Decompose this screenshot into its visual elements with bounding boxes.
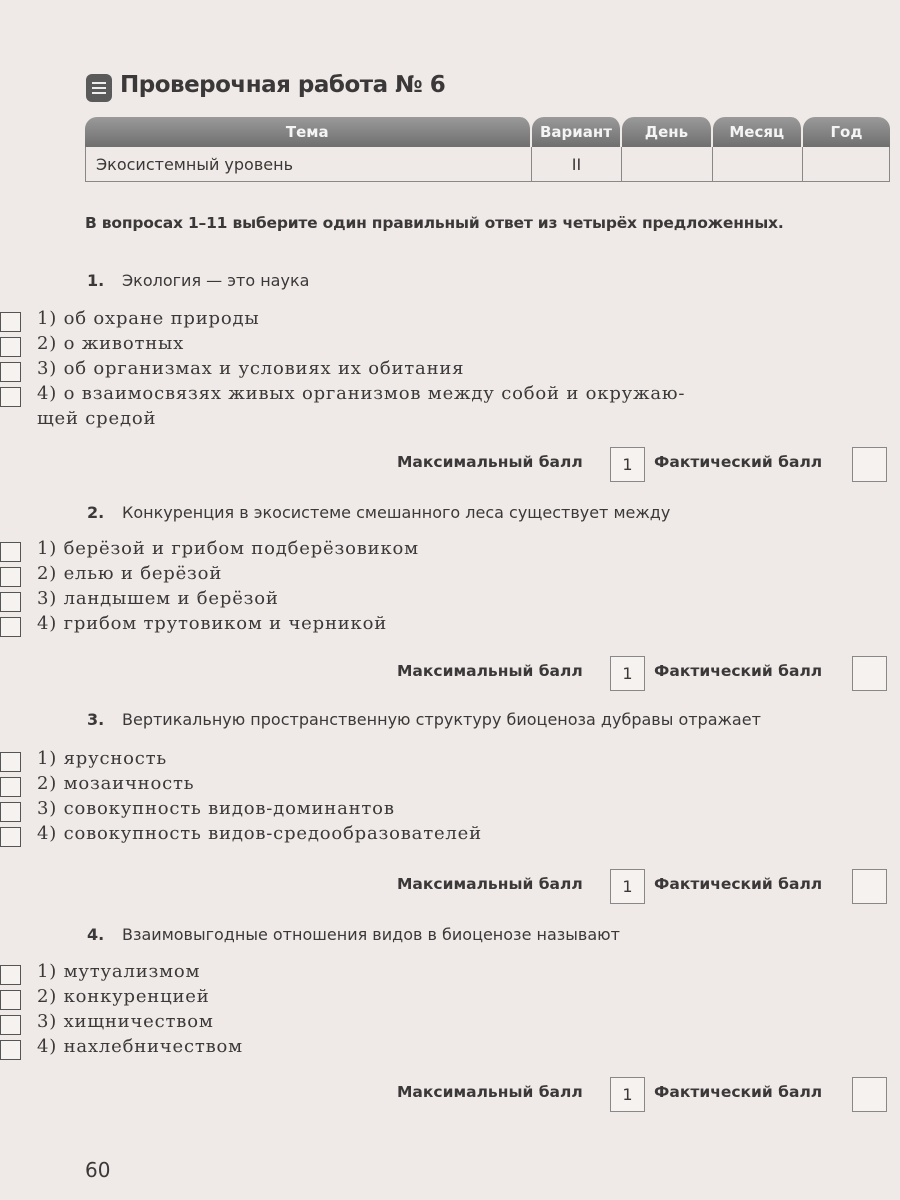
list-icon <box>86 74 112 102</box>
max-score-label: Максимальный балл <box>397 1083 583 1101</box>
max-score-label: Максимальный балл <box>397 662 583 680</box>
topic-cell: Экосистемный уровень <box>85 147 532 182</box>
answer-option[interactable] <box>0 798 815 823</box>
answer-checkbox[interactable] <box>0 362 21 382</box>
header-month: Месяц <box>713 117 803 147</box>
answer-option[interactable] <box>0 773 815 798</box>
answer-option[interactable] <box>0 308 815 333</box>
option-text: 2) о животных <box>37 333 185 354</box>
answer-checkbox[interactable] <box>0 567 21 587</box>
option-text: 3) об организмах и условиях их обитания <box>37 358 465 379</box>
question-text: Конкуренция в экосистеме смешанного леса существует между <box>122 503 671 522</box>
day-cell[interactable] <box>622 147 712 182</box>
actual-score-label: Фактический балл <box>654 662 823 680</box>
max-score-label: Максимальный балл <box>397 453 583 471</box>
answer-checkbox[interactable] <box>0 965 21 985</box>
answer-checkbox[interactable] <box>0 542 21 562</box>
answer-option[interactable] <box>0 613 815 638</box>
info-table <box>85 117 890 182</box>
answer-option[interactable] <box>0 961 815 986</box>
answer-option[interactable] <box>0 823 815 848</box>
header-topic: Тема <box>85 117 532 147</box>
page-title: Проверочная работа № 6 <box>120 72 446 98</box>
answer-checkbox[interactable] <box>0 387 21 407</box>
score-row <box>397 447 900 481</box>
answer-checkbox[interactable] <box>0 592 21 612</box>
question-text: Взаимовыгодные отношения видов в биоценозе называют <box>122 925 620 944</box>
variant-cell: II <box>532 147 623 182</box>
header-day: День <box>622 117 712 147</box>
actual-score-box[interactable] <box>852 869 887 904</box>
score-row <box>397 869 900 903</box>
header-variant: Вариант <box>532 117 623 147</box>
answer-option[interactable] <box>0 1036 815 1061</box>
answer-checkbox[interactable] <box>0 337 21 357</box>
option-text: 3) хищничеством <box>37 1011 214 1032</box>
year-cell[interactable] <box>803 147 890 182</box>
option-text: 1) берёзой и грибом подберёзовиком <box>37 538 419 559</box>
option-continuation <box>0 408 815 433</box>
answer-checkbox[interactable] <box>0 802 21 822</box>
option-text: 2) конкуренцией <box>37 986 210 1007</box>
question-text: Вертикальную пространственную структуру биоценоза дубравы отражает <box>122 710 761 729</box>
answer-checkbox[interactable] <box>0 1040 21 1060</box>
header-year: Год <box>803 117 890 147</box>
instruction: В вопросах 1–11 выберите один правильный ответ из четырёх предложенных. <box>85 214 784 232</box>
option-text: 4) о взаимосвязях живых организмов между собой и окружаю- <box>37 383 686 404</box>
answer-checkbox[interactable] <box>0 617 21 637</box>
answer-option[interactable] <box>0 1011 815 1036</box>
answer-option[interactable] <box>0 538 815 563</box>
answer-checkbox[interactable] <box>0 990 21 1010</box>
answer-checkbox[interactable] <box>0 312 21 332</box>
answer-checkbox[interactable] <box>0 827 21 847</box>
score-row <box>397 1077 900 1111</box>
option-text-continued: щей средой <box>37 408 157 429</box>
answer-checkbox[interactable] <box>0 1015 21 1035</box>
actual-score-label: Фактический балл <box>654 875 823 893</box>
option-text: 4) нахлебничеством <box>37 1036 243 1057</box>
option-text: 1) ярусность <box>37 748 168 769</box>
max-score-box: 1 <box>610 656 645 691</box>
option-text: 1) об охране природы <box>37 308 260 329</box>
month-cell[interactable] <box>713 147 803 182</box>
option-text: 3) совокупность видов-доминантов <box>37 798 395 819</box>
answer-option[interactable] <box>0 358 815 383</box>
answer-checkbox[interactable] <box>0 752 21 772</box>
max-score-box: 1 <box>610 447 645 482</box>
option-text: 1) мутуализмом <box>37 961 201 982</box>
max-score-label: Максимальный балл <box>397 875 583 893</box>
actual-score-box[interactable] <box>852 447 887 482</box>
actual-score-box[interactable] <box>852 1077 887 1112</box>
answer-option[interactable] <box>0 333 815 358</box>
page-number: 60 <box>85 1158 111 1182</box>
answer-option[interactable] <box>0 383 815 408</box>
option-text: 2) мозаичность <box>37 773 195 794</box>
question-text: Экология — это наука <box>122 271 310 290</box>
question-number: 1. <box>87 271 105 290</box>
answer-option[interactable] <box>0 986 815 1011</box>
answer-checkbox[interactable] <box>0 777 21 797</box>
score-row <box>397 656 900 690</box>
option-text: 4) совокупность видов-средообразователей <box>37 823 482 844</box>
actual-score-label: Фактический балл <box>654 453 823 471</box>
actual-score-label: Фактический балл <box>654 1083 823 1101</box>
option-text: 3) ландышем и берёзой <box>37 588 279 609</box>
question-number: 2. <box>87 503 105 522</box>
answer-option[interactable] <box>0 563 815 588</box>
max-score-box: 1 <box>610 1077 645 1112</box>
actual-score-box[interactable] <box>852 656 887 691</box>
answer-option[interactable] <box>0 588 815 613</box>
max-score-box: 1 <box>610 869 645 904</box>
question-number: 4. <box>87 925 105 944</box>
option-text: 2) елью и берёзой <box>37 563 223 584</box>
question-number: 3. <box>87 710 105 729</box>
option-text: 4) грибом трутовиком и черникой <box>37 613 388 634</box>
answer-option[interactable] <box>0 748 815 773</box>
